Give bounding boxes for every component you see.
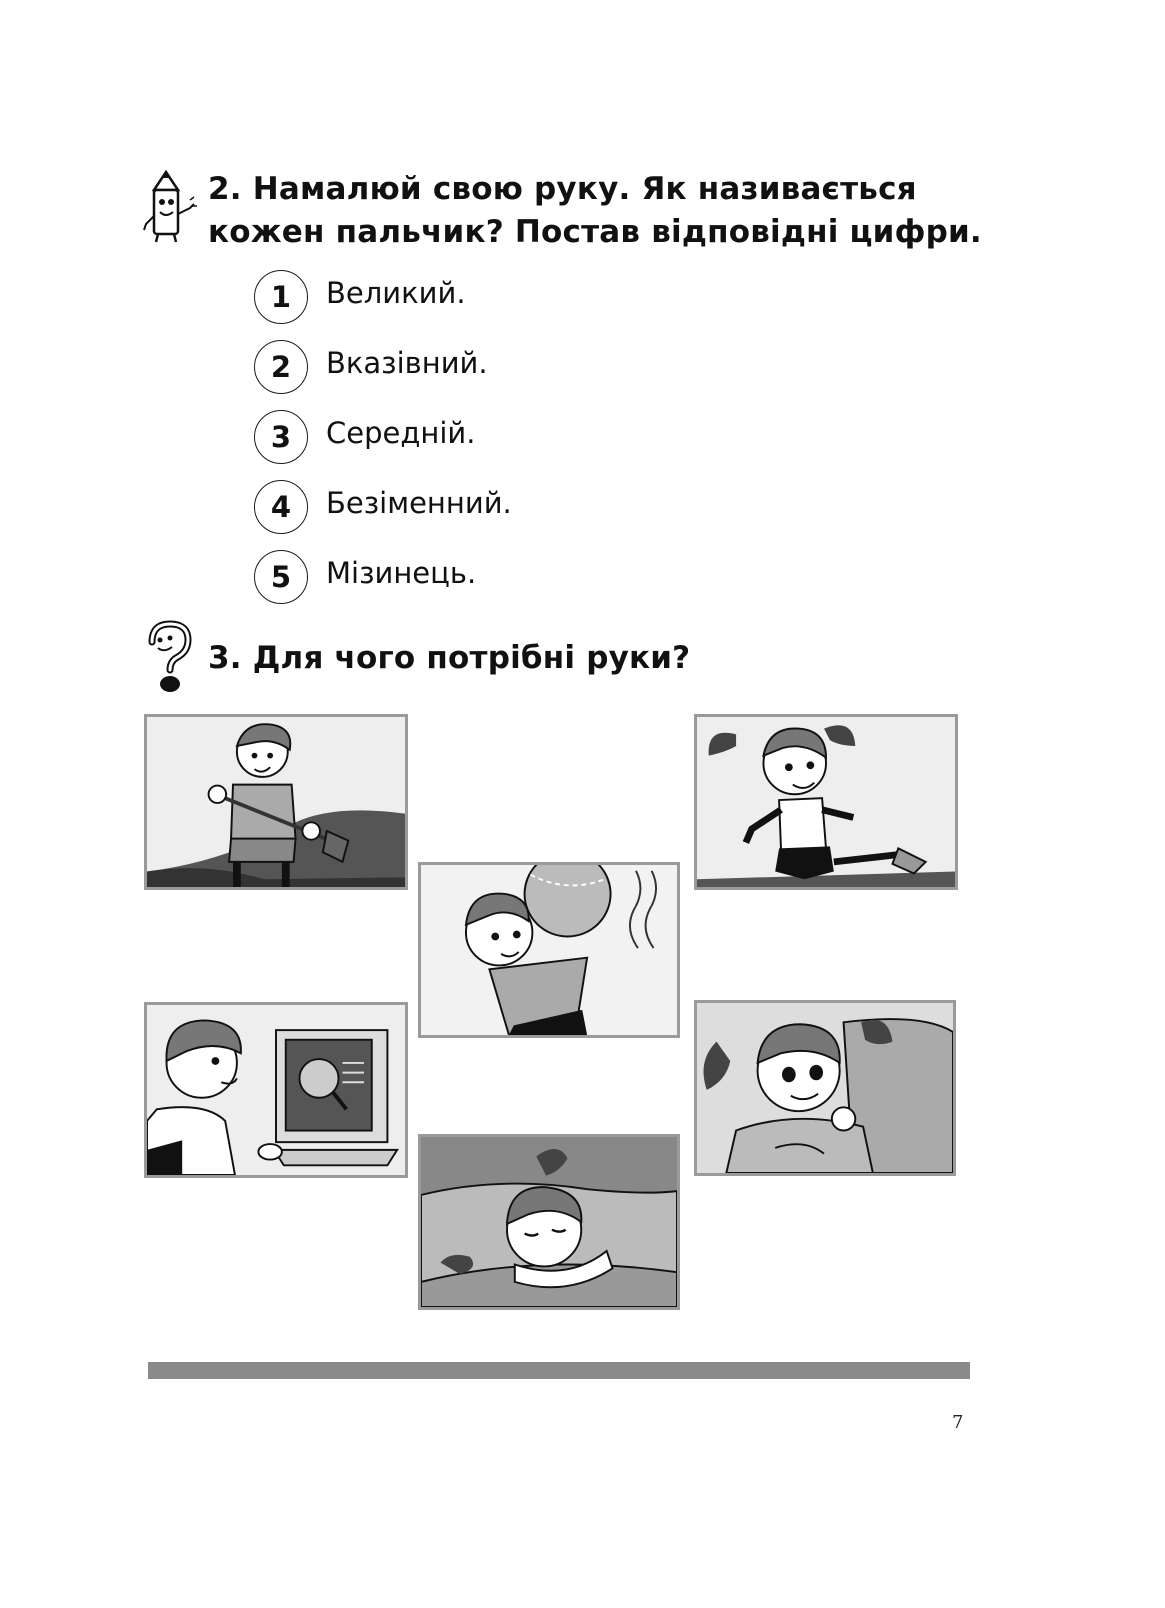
girl-sleeping-illustration <box>421 1137 677 1307</box>
picture-girl-running <box>694 714 958 890</box>
girl-eating-illustration <box>697 1003 953 1173</box>
finger-number-circle[interactable]: 1 <box>254 270 308 324</box>
finger-number-circle[interactable]: 4 <box>254 480 308 534</box>
finger-item-index <box>248 338 748 398</box>
boy-ball-illustration <box>421 865 677 1035</box>
page-number: 7 <box>952 1412 964 1433</box>
picture-girl-sleeping <box>418 1134 680 1310</box>
picture-boy-ball <box>418 862 680 1038</box>
question-mark-character-icon <box>144 620 194 694</box>
boy-computer-illustration <box>147 1005 405 1175</box>
finger-name: Вказівний. <box>326 346 488 380</box>
footer-bar <box>148 1362 970 1379</box>
finger-name: Великий. <box>326 276 466 310</box>
finger-item-ring <box>248 478 748 538</box>
finger-number-circle[interactable]: 2 <box>254 340 308 394</box>
finger-item-thumb <box>248 268 748 328</box>
finger-number-circle[interactable]: 3 <box>254 410 308 464</box>
girl-running-illustration <box>697 717 955 887</box>
finger-name: Безіменний. <box>326 486 512 520</box>
finger-number-circle[interactable]: 5 <box>254 550 308 604</box>
task-2-heading: 2. Намалюй свою руку. Як називається кожен пальчик? Постав відповідні цифри. <box>208 171 982 250</box>
finger-name: Середній. <box>326 416 476 450</box>
picture-boy-computer <box>144 1002 408 1178</box>
boy-digging-illustration <box>147 717 405 887</box>
task-3-heading: 3. Для чого потрібні руки? <box>208 640 691 676</box>
picture-girl-eating <box>694 1000 956 1176</box>
pencil-character-icon <box>142 170 200 244</box>
picture-boy-digging <box>144 714 408 890</box>
finger-name: Мізинець. <box>326 556 477 590</box>
finger-item-little <box>248 548 748 608</box>
finger-item-middle <box>248 408 748 468</box>
